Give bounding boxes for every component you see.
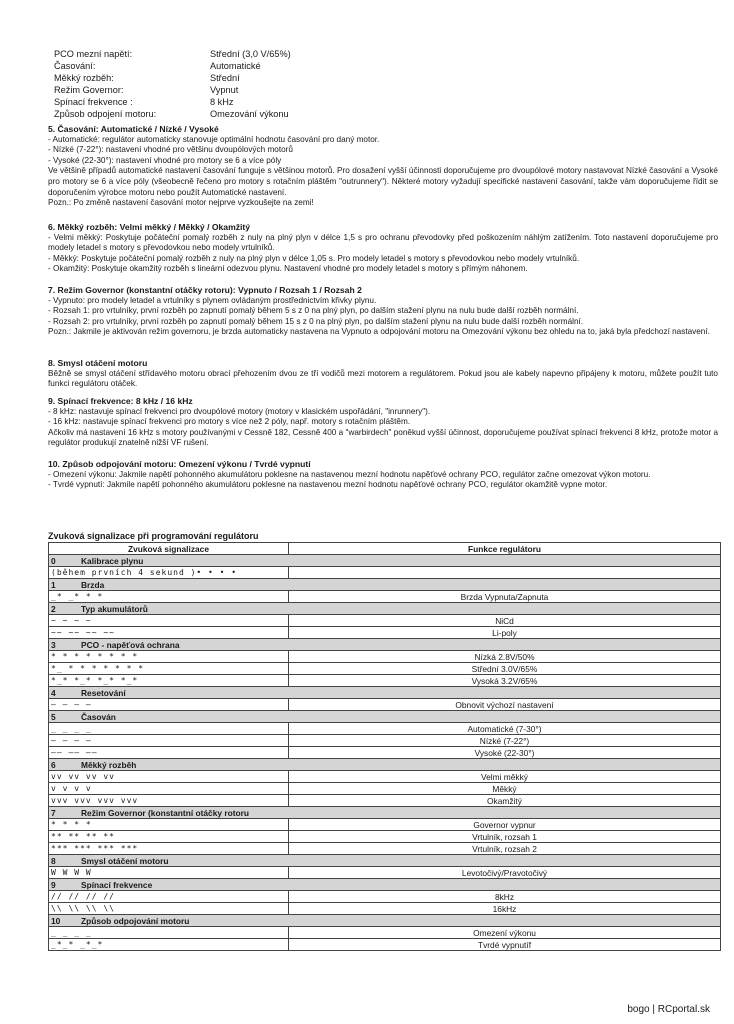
table-section-row	[49, 855, 721, 867]
signal-cell: *_* *_* *_* *_*	[49, 675, 289, 687]
setting-key: Měkký rozběh:	[54, 73, 114, 83]
table-row	[49, 747, 721, 759]
table-row	[49, 591, 721, 603]
section-header-cell	[49, 807, 721, 819]
table-row	[49, 663, 721, 675]
section-paragraph: Ačkoliv má nastavení 16 kHz s motory používanými v Cessně 182, Cessně 400 a "warbirdech" poněkud vyšší účinnost, doporučujeme používat spínací frekvenci 8 kHz, protože motor a regulátor produkují znatelně nižší VF rušení.	[48, 427, 718, 448]
section-number: 0	[51, 555, 56, 566]
settings-row	[54, 60, 291, 72]
section-note: Pozn.: Jakmile je aktivován režim governoru, je brzda automaticky nastavena na Vypnuto a odpojování motoru na Omezování výkonu bez ohledu na to, jaká byla předchozí nastavení.	[48, 327, 710, 337]
table-header-row	[49, 543, 721, 555]
signal-cell: —— —— ——	[49, 747, 289, 759]
table-row	[49, 723, 721, 735]
setting-key: Způsob odpojení motoru:	[54, 109, 157, 119]
section-title: 8. Smysl otáčení motoru	[48, 358, 148, 368]
section-line: - Tvrdé vypnutí: Jakmile napětí pohonného akumulátoru poklesne na nastavenou mezní hodnotu napěťové ochrany PCO, regulátor okamžitě vypne motor.	[48, 480, 608, 490]
section-line: - Automatické: regulátor automaticky stanovuje optimální hodnotu časování pro daný motor.	[48, 134, 380, 144]
table-row	[49, 699, 721, 711]
section-number: 3	[51, 639, 56, 650]
section-label: Způsob odpojování motoru	[81, 915, 190, 926]
function-cell: 8kHz	[289, 891, 721, 903]
signal-cell: _* _* * *	[49, 591, 289, 603]
setting-key: Režim Governor:	[54, 85, 124, 95]
signal-cell: // // // //	[49, 891, 289, 903]
section-header-cell	[49, 687, 721, 699]
setting-value: Omezování výkonu	[210, 109, 289, 119]
function-cell: 16kHz	[289, 903, 721, 915]
table-row	[49, 903, 721, 915]
table-row	[49, 771, 721, 783]
section-soft-start	[48, 222, 718, 275]
settings-row	[54, 108, 291, 120]
signal-cell: _ _ _ _	[49, 723, 289, 735]
section-frequency	[48, 396, 718, 449]
table-row	[49, 819, 721, 831]
section-header-cell	[49, 603, 721, 615]
table-row	[49, 567, 721, 579]
section-line: - Nízké (7-22°): nastavení vhodné pro většinu dvoupólových motorů	[48, 145, 293, 155]
section-label: Kalibrace plynu	[81, 555, 144, 566]
section-label: Smysl otáčení motoru	[81, 855, 169, 866]
table-section-row	[49, 915, 721, 927]
table-row	[49, 675, 721, 687]
section-paragraph: Ve většině případů automatické nastavení časování funguje s většinou motorů. Pro dosažení vyšší účinnosti doporučujeme pro dvoupólové motory nastavovat Nízké časování a Vysoké pro motory se 6 a více póly (všeobecně řečeno pro motory s rotačním pláštěm "outrunnery"). Některé motory vyžadují specifické nastavení časování, takže vám doporučujeme řídit se doporučením výrobce motoru nebo použít Automatické nastavení.	[48, 166, 718, 197]
table-section-row	[49, 711, 721, 723]
section-governor	[48, 285, 718, 338]
function-cell: Vrtulník, rozsah 2	[289, 843, 721, 855]
setting-key: Spínací frekvence :	[54, 97, 133, 107]
signal-cell: ** ** ** **	[49, 831, 289, 843]
table-row	[49, 891, 721, 903]
signal-cell: *_ * * * * * * *	[49, 663, 289, 675]
table-section-row	[49, 555, 721, 567]
signal-cell: vvv vvv vvv vvv	[49, 795, 289, 807]
section-number: 5	[51, 711, 56, 722]
signal-cell: v v v v	[49, 783, 289, 795]
section-line: - Omezení výkonu: Jakmile napětí pohonného akumulátoru poklesne na nastavenou mezní hodnotu napěťové ochrany PCO, regulátor začne omezovat výkon motoru.	[48, 469, 651, 479]
section-number: 8	[51, 855, 56, 866]
section-label: Typ akumulátorů	[81, 603, 148, 614]
settings-row	[54, 48, 291, 60]
current-settings-list	[54, 48, 291, 120]
section-number: 2	[51, 603, 56, 614]
signal-cell: _ _ _ _	[49, 927, 289, 939]
signal-cell: _*_* _*_*	[49, 939, 289, 951]
setting-value: 8 kHz	[210, 97, 234, 107]
signal-cell: * * * *	[49, 819, 289, 831]
setting-value: Střední (3,0 V/65%)	[210, 49, 291, 59]
section-label: Brzda	[81, 579, 105, 590]
section-number: 1	[51, 579, 56, 590]
section-header-cell	[49, 579, 721, 591]
section-title: 6. Měkký rozběh: Velmi měkký / Měkký / Okamžitý	[48, 222, 251, 232]
table-row	[49, 615, 721, 627]
table-section-row	[49, 603, 721, 615]
function-cell: Měkký	[289, 783, 721, 795]
function-cell: Levotočivý/Pravotočivý	[289, 867, 721, 879]
function-cell	[289, 567, 721, 579]
section-label: Měkký rozběh	[81, 759, 137, 770]
signal-cell: ~ ~ ~ ~	[49, 615, 289, 627]
table-row	[49, 867, 721, 879]
setting-key: Časování:	[54, 61, 96, 71]
section-line: - Vysoké (22-30°): nastavení vhodné pro motory se 6 a více póly	[48, 155, 282, 165]
setting-value: Automatické	[210, 61, 261, 71]
signal-cell: vv vv vv vv	[49, 771, 289, 783]
table-row	[49, 735, 721, 747]
section-line: - 8 kHz: nastavuje spínací frekvenci pro dvoupólové motory (motory v klasickém uspořádání, "inrunnery").	[48, 406, 431, 416]
table-row	[49, 651, 721, 663]
section-title: 7. Režim Governor (konstantní otáčky rotoru): Vypnuto / Rozsah 1 / Rozsah 2	[48, 285, 362, 295]
function-cell: Nízká 2.8V/50%	[289, 651, 721, 663]
table-row	[49, 831, 721, 843]
section-number: 9	[51, 879, 56, 890]
section-cutoff	[48, 459, 718, 491]
function-cell: Brzda Vypnuta/Zapnuta	[289, 591, 721, 603]
table-body	[49, 555, 721, 951]
function-cell: Automatické (7-30°)	[289, 723, 721, 735]
function-cell: Obnovit výchozí nastavení	[289, 699, 721, 711]
section-line: - Vypnuto: pro modely letadel a vrtulníky s plynem ovládaným prostřednictvím křivky plynu.	[48, 295, 377, 305]
section-title: 9. Spínací frekvence: 8 kHz / 16 kHz	[48, 396, 193, 406]
table-row	[49, 627, 721, 639]
footer-credit: bogo | RCportal.sk	[627, 1004, 710, 1015]
signal-cell: — — — —	[49, 735, 289, 747]
table-section-row	[49, 759, 721, 771]
section-timing	[48, 124, 718, 209]
function-cell: NiCd	[289, 615, 721, 627]
section-rotation	[48, 358, 718, 390]
table-row	[49, 939, 721, 951]
function-cell: Vysoké (22-30°)	[289, 747, 721, 759]
section-header-cell	[49, 639, 721, 651]
section-line: - Okamžitý: Poskytuje okamžitý rozběh s lineární odezvou plynu. Nastavení vhodné pro modely letadel s motory s přímým náhonem.	[48, 264, 528, 274]
signal-cell: * * * * * * * *	[49, 651, 289, 663]
settings-row	[54, 96, 291, 108]
signal-cell: *** *** *** ***	[49, 843, 289, 855]
function-cell: Omezení výkonu	[289, 927, 721, 939]
section-note: Pozn.: Po změně nastavení časování motor nejprve vyzkoušejte na zemi!	[48, 198, 314, 208]
table-row	[49, 783, 721, 795]
section-label: Resetování	[81, 687, 126, 698]
setting-value: Střední	[210, 73, 240, 83]
table-section-row	[49, 579, 721, 591]
section-label: PCO - napěťová ochrana	[81, 639, 180, 650]
section-header-cell	[49, 855, 721, 867]
section-header-cell	[49, 759, 721, 771]
column-header-signal: Zvuková signalizace	[49, 543, 289, 555]
table-section-row	[49, 687, 721, 699]
table-title: Zvuková signalizace při programování regulátoru	[48, 531, 259, 541]
table-row	[49, 795, 721, 807]
section-title: 5. Časování: Automatické / Nízké / Vysoké	[48, 124, 219, 134]
section-header-cell	[49, 711, 721, 723]
tone-signal-table	[48, 542, 721, 951]
setting-value: Vypnut	[210, 85, 239, 95]
table-row	[49, 843, 721, 855]
function-cell: Střední 3.0V/65%	[289, 663, 721, 675]
section-paragraph: Běžně se smysl otáčení střídavého motoru obrací přehozením dvou ze tří vodičů mezi motorem a regulátorem. Pokud jsou ale kabely napevno připájeny k motoru, můžete použít tuto funkci regulátoru otáček.	[48, 368, 718, 389]
section-header-cell	[49, 879, 721, 891]
setting-key: PCO mezní napětí:	[54, 49, 133, 59]
function-cell: Velmi měkký	[289, 771, 721, 783]
section-line: - Měkký: Poskytuje počáteční pomalý rozběh z nuly na plný plyn v délce 1,05 s. Pro modely letadel s motory s převodovkou nebo modely vrtulníků.	[48, 253, 580, 263]
signal-cell: ~~ ~~ ~~ ~~	[49, 627, 289, 639]
section-line: - Rozsah 2: pro vrtulníky, první rozběh po zapnutí pomalý během 15 s z 0 na plný plyn, po dalším stažení plynu na nulu bude další rozběh normální.	[48, 316, 584, 326]
section-label: Režim Governor (konstantní otáčky rotoru	[81, 807, 249, 818]
signal-cell: \\ \\ \\ \\	[49, 903, 289, 915]
table-section-row	[49, 879, 721, 891]
settings-row	[54, 72, 291, 84]
section-number: 10	[51, 915, 61, 926]
function-cell: Vrtulník, rozsah 1	[289, 831, 721, 843]
function-cell: Li-poly	[289, 627, 721, 639]
signal-cell: (během prvních 4 sekund )• • • •	[49, 567, 289, 579]
section-number: 4	[51, 687, 56, 698]
section-label: Spínací frekvence	[81, 879, 153, 890]
section-line: - Rozsah 1: pro vrtulníky, první rozběh po zapnutí pomalý během 5 s z 0 na plný plyn, po dalším stažení plynu na nulu bude další rozběh normální.	[48, 306, 579, 316]
function-cell: Governor vypnur	[289, 819, 721, 831]
section-number: 6	[51, 759, 56, 770]
function-cell: Tvrdé vypnutíf	[289, 939, 721, 951]
function-cell: Okamžitý	[289, 795, 721, 807]
column-header-function: Funkce regulátoru	[289, 543, 721, 555]
section-number: 7	[51, 807, 56, 818]
table-section-row	[49, 639, 721, 651]
section-header-cell	[49, 555, 721, 567]
section-line: - 16 kHz: nastavuje spínací frekvenci pro motory s více než 2 póly, např. motory s rotačním pláštěm.	[48, 417, 411, 427]
settings-row	[54, 84, 291, 96]
section-line: - Velmi měkký: Poskytuje počáteční pomalý rozběh z nuly na plný plyn v délce 1,5 s pro ochranu převodovky před poškozením náhlým zatížením. Toto nastavení doporučujeme pro modely letadel s motory s převodovkou nebo modely vrtulníků.	[48, 232, 718, 253]
section-title: 10. Způsob odpojování motoru: Omezení výkonu / Tvrdé vypnutí	[48, 459, 311, 469]
table-section-row	[49, 807, 721, 819]
table-row	[49, 927, 721, 939]
function-cell: Vysoká 3.2V/65%	[289, 675, 721, 687]
function-cell: Nízké (7-22°)	[289, 735, 721, 747]
signal-cell: — — — —	[49, 699, 289, 711]
section-label: Časován	[81, 711, 116, 722]
section-header-cell	[49, 915, 721, 927]
signal-cell: W W W W	[49, 867, 289, 879]
